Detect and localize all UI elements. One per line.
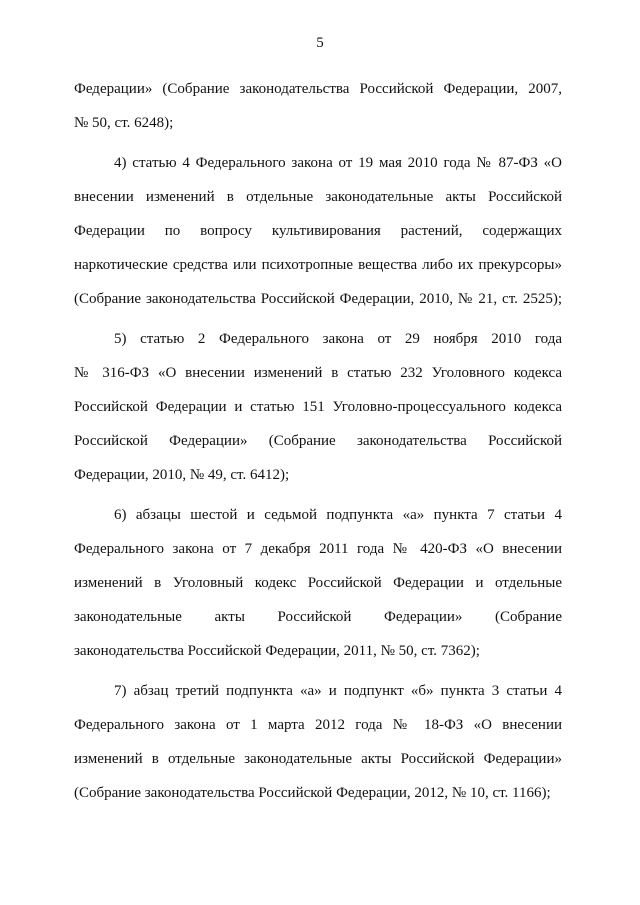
text-line: внесении изменений в отдельные законодательные акты Российской bbox=[74, 189, 562, 205]
text-line: (Собрание законодательства Российской Федерации, 2012, № 10, ст. 1166); bbox=[74, 785, 551, 801]
text-line: 6) абзацы шестой и седьмой подпункта «а» пункта 7 статьи 4 bbox=[114, 507, 562, 523]
paragraph-continuation bbox=[74, 72, 562, 140]
text-line: Федерального закона от 7 декабря 2011 года № 420-ФЗ «О внесении bbox=[74, 541, 562, 557]
text-line: законодательные акты Российской Федерации» (Собрание bbox=[74, 609, 562, 625]
text-line: изменений в отдельные законодательные акты Российской Федерации» bbox=[74, 751, 562, 767]
text-line: № 50, ст. 6248); bbox=[74, 115, 174, 131]
list-item-4 bbox=[74, 146, 562, 316]
text-line: законодательства Российской Федерации, 2011, № 50, ст. 7362); bbox=[74, 643, 480, 659]
page-number: 5 bbox=[316, 35, 324, 51]
list-item-5 bbox=[74, 322, 562, 492]
text-line: 5) статью 2 Федерального закона от 29 ноября 2010 года bbox=[114, 331, 562, 347]
text-line: изменений в Уголовный кодекс Российской Федерации и отдельные bbox=[74, 575, 562, 591]
text-line: 4) статью 4 Федерального закона от 19 мая 2010 года № 87-ФЗ «О bbox=[114, 155, 562, 171]
text-line: Федерации, 2010, № 49, ст. 6412); bbox=[74, 467, 290, 483]
list-item-6 bbox=[74, 498, 562, 668]
text-line: Федерации» (Собрание законодательства Российской Федерации, 2007, bbox=[74, 81, 562, 97]
text-line: Федерального закона от 1 марта 2012 года № 18-ФЗ «О внесении bbox=[74, 717, 562, 733]
text-line: № 316-ФЗ «О внесении изменений в статью 232 Уголовного кодекса bbox=[74, 365, 562, 381]
text-line: Российской Федерации» (Собрание законодательства Российской bbox=[74, 433, 562, 449]
text-line: Федерации по вопросу культивирования растений, содержащих bbox=[74, 223, 562, 239]
text-line: Российской Федерации и статью 151 Уголовно-процессуального кодекса bbox=[74, 399, 562, 415]
document-body bbox=[74, 72, 562, 810]
text-line: наркотические средства или психотропные вещества либо их прекурсоры» bbox=[74, 257, 562, 273]
list-item-7 bbox=[74, 674, 562, 810]
text-line: (Собрание законодательства Российской Федерации, 2010, № 21, ст. 2525); bbox=[74, 291, 562, 307]
text-line: 7) абзац третий подпункта «а» и подпункт «б» пункта 3 статьи 4 bbox=[114, 683, 562, 699]
